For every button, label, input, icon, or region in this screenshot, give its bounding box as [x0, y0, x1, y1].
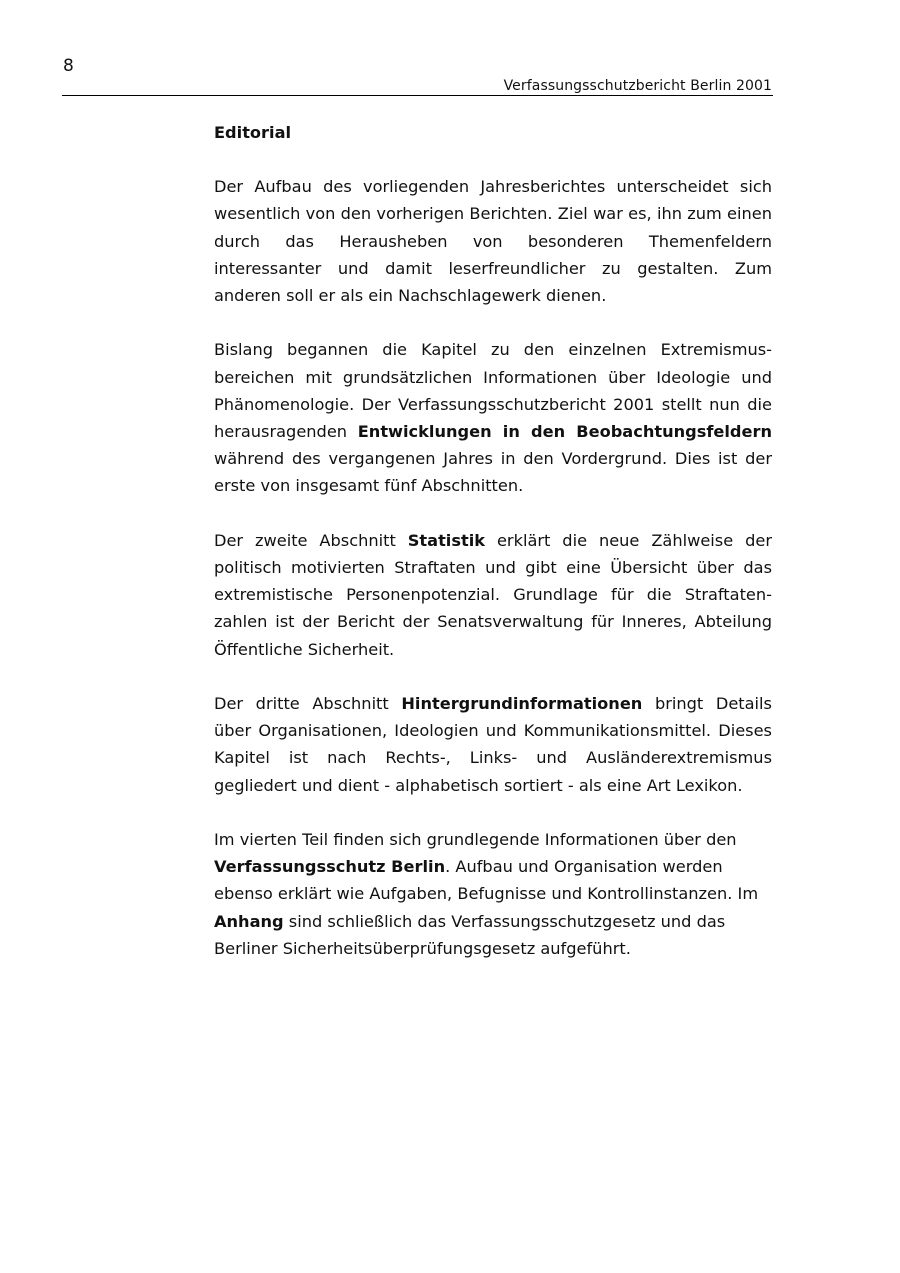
paragraph-text: Der dritte Abschnitt	[214, 694, 402, 714]
paragraph-text: sind schließlich das Verfassungsschutzgesetz und das Berliner Sicherheitsüberprüfungsgesetz aufgeführt.	[214, 911, 726, 958]
bold-term-background: Hintergrundinformationen	[401, 694, 643, 714]
paragraph-background	[214, 690, 772, 799]
paragraph-text: Der zweite Abschnitt	[214, 530, 408, 550]
bold-term-verfassungsschutz: Verfassungsschutz Berlin	[214, 857, 446, 877]
paragraph-text: erklärt die neue Zählweise der politisch motivierten Straftaten und gibt eine Übersicht über das extremistische Personenpotenzial. Grundlage für die Straftatenzahlen ist der Bericht der Senatsverwaltung für Inneres, Abteilung Öffentliche Sicherheit.	[214, 530, 772, 659]
header-rule	[62, 95, 773, 96]
bold-term-appendix: Anhang	[214, 911, 284, 931]
article-body	[214, 119, 772, 989]
paragraph-statistics	[214, 527, 772, 663]
paragraph-organisation	[214, 826, 772, 962]
paragraph-intro	[214, 173, 772, 309]
article-heading: Editorial	[214, 123, 292, 142]
paragraph-text: Im vierten Teil finden sich grundlegende Informationen über den	[214, 830, 737, 850]
bold-term-developments: Entwicklungen in den Beobachtungsfeldern	[357, 422, 772, 442]
paragraph-developments	[214, 336, 772, 499]
paragraph-text: Der Aufbau des vorliegenden Jahresberichtes unterscheidet sich wesentlich von den vorherigen Berichten. Ziel war es, ihn zum einen durch das Herausheben von besonderen Themenfeldern interessanter und damit leserfreundlicher zu gestalten. Zum anderen soll er als ein Nachschlagewerk dienen.	[214, 177, 772, 306]
running-header: Verfassungsschutzbericht Berlin 2001	[503, 78, 772, 94]
paragraph-text: Bislang begannen die Kapitel zu den einzelnen Extremismusbereichen mit grundsätzlichen Informationen über Ideologie und Phänomenologie. Der Verfassungsschutzbericht 2001 stellt nun die herausragenden	[214, 340, 772, 442]
paragraph-text: während des vergangenen Jahres in den Vordergrund. Dies ist der erste von insgesamt fünf Abschnitten.	[214, 449, 772, 496]
page-number: 8	[63, 56, 74, 76]
bold-term-statistics: Statistik	[407, 530, 486, 550]
paragraph-text: . Aufbau und Organisation werden ebenso erklärt wie Aufgaben, Befugnisse und Kontrollinstanzen. Im	[214, 857, 759, 904]
paragraph-text: bringt Details über Organisationen, Ideologien und Kommunikationsmittel. Dieses Kapitel ist nach Rechts-, Links- und Ausländerextremismus gegliedert und dient - alphabetisch sortiert - als eine Art Lexikon.	[214, 694, 772, 795]
